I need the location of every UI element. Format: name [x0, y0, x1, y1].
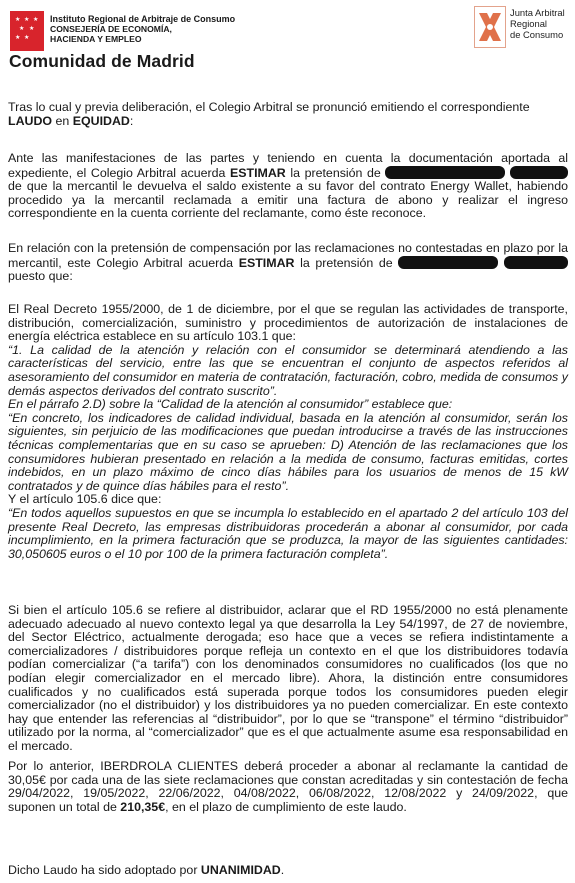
p3-text-c: puesto que: — [8, 269, 73, 284]
p1-colon: : — [129, 113, 134, 128]
estimar-label-1: ESTIMAR — [230, 165, 286, 180]
p2-text-b: la pretensión de — [285, 165, 381, 180]
rd-quote-3: “En todos aquellos supuestos en que se incumpla lo establecido en el apartado 2 del artículo 103 del presente Real Decreto, las empresas distribuidoras procederán a abonar al consumidor, por cada incumplimiento, en la primera facturación que se produzca, la mayor de las siguientes cantidades: 30,050605 euros o el 10 por 100 de la primera facturación completa”. — [8, 505, 568, 561]
paragraph-iberdrola — [8, 760, 568, 814]
junta-line3: de Consumo — [510, 29, 564, 40]
p1-text: Tras lo cual y previa deliberación, el Colegio Arbitral se pronunció emitiendo el correspondiente — [8, 100, 530, 114]
unanimidad-label: UNANIMIDAD — [200, 863, 281, 877]
org-line1: Instituto Regional de Arbitraje de Consumo — [50, 14, 236, 24]
redacted-name-1 — [385, 166, 505, 179]
paragraph-laudo — [8, 101, 568, 128]
institute-name — [50, 14, 235, 44]
total-amount: 210,35€ — [120, 799, 166, 814]
junta-line2: Regional — [510, 18, 548, 29]
rd-quote-2: “En concreto, los indicadores de calidad individual, basada en la atención al consumidor, serán los siguientes, sin perjuicio de las modificaciones que puedan introducirse a través de las instrucciones técnicas complementarias que en su caso se aprueben: D) Atención de las reclamaciones que los consumidores hubieran presentado en relación a la medida de consumo, facturas emitidas, cortes indebidos, en un plazo máximo de cinco días hábiles para los usuarios de menos de 15 kW contratados y de quince días hábiles para el resto”. — [8, 410, 568, 493]
rd-intro: El Real Decreto 1955/2000, de 1 de diciembre, por el que se regulan las actividades de transporte, distribución, comercialización, suministro y procedimientos de autorización de instalaciones de energía eléctrica establece en su artículo 103.1 que: — [8, 302, 568, 344]
junta-line1: Junta Arbitral — [510, 7, 565, 18]
equidad-label: EQUIDAD — [72, 113, 130, 128]
community-title: Comunidad de Madrid — [9, 51, 195, 71]
rd-quote-1: “1. La calidad de la atención y relación con el consumidor se determinará atendiendo a las características del servicio, entre las que se encuentran el conjunto de aspectos referidos al asesoramiento del consumidor en materia de contratación, facturación, cobro, medida de consumos y demás aspectos derivados del contrato suscrito”. — [8, 342, 568, 398]
org-line2: CONSEJERÍA DE ECONOMÍA, — [50, 24, 172, 34]
rd-paragraph-2d: En el párrafo 2.D) sobre la “Calidad de la atención al consumidor” establece que: — [8, 397, 453, 412]
madrid-flag-logo: ★ ★ ★ ★ ★ ★ ★ — [10, 11, 44, 51]
p7-text-a: Dicho Laudo ha sido adoptado por — [8, 863, 201, 877]
p3-text-a: En relación con la pretensión de compensación por las reclamaciones no contestadas en plazo por la mercantil, este Colegio Arbitral acuerda — [8, 241, 568, 270]
paragraph-real-decreto — [8, 303, 568, 561]
laudo-label: LAUDO — [8, 113, 53, 128]
junta-arbitral-logo — [474, 6, 506, 48]
redacted-name-2 — [398, 256, 498, 269]
paragraph-estimar-1 — [8, 152, 568, 221]
redacted-name-2b — [504, 256, 568, 269]
org-line3: HACIENDA Y EMPLEO — [50, 34, 142, 44]
p1-en: en — [52, 113, 73, 128]
p3-text-b: la pretensión de — [294, 255, 393, 270]
p2-text-a: Ante las manifestaciones de las partes y teniendo en cuenta la documentación aportada al expediente, el Colegio Arbitral acuerda — [8, 151, 568, 180]
paragraph-distribuidor — [8, 604, 568, 754]
rd-article-105: Y el artículo 105.6 dice que: — [8, 492, 162, 507]
p6-text-a: Por lo anterior, IBERDROLA CLIENTES deberá proceder a abonar al reclamante la cantidad de 30,05€ por cada una de las siete reclamaciones que constan acreditadas y sin contestación de fecha 29/04/2022, 19/05/2022, 22/06/2022, 04/08/2022, 06/08/2022, 12/08/2022 y 24/09/2022, que suponen un total de — [8, 759, 568, 814]
p7-text-b: . — [280, 863, 285, 877]
redacted-name-1b — [510, 166, 568, 179]
p6-text-b: , en el plazo de cumplimiento de este laudo. — [165, 799, 407, 814]
p2-text-c: de que la mercantil le devuelva el saldo existente a su favor del contrato Energy Wallet, habiendo procedido ya la mercantil reclamada a emitir una factura de abono y realizar el ingreso correspondiente en la cuenta corriente del reclamante, como éste reconoce. — [8, 179, 568, 221]
p5-text: Si bien el artículo 105.6 se refiere al distribuidor, aclarar que el RD 1955/2000 no está plenamente adecuado adecuado al nuevo contexto legal ya que desarrolla la Ley 54/1997, de 27 de noviembre, del Sector Eléctrico, actualmente derogada; eso hace que a veces se refiera indistintamente a comercializadores / distribuidores porque refleja un contexto en el que los distribuidores todavía podían comercializar (“a tarifa”) con los denominados consumidores no cualificados (los que no podían elegir comercializador en el mercado libre). Ahora, la distinción entre consumidores cualificados y no cualificados está superada porque todos los consumidores pueden elegir comercializador (no el distribuidor) y los distribuidores ya no pueden comercializar. En este contexto hay que entender las referencias al “distribuidor”, por lo que se “transpone” el término “distribuidor” utilizado por la norma, al “comercializador” que es el que actualmente asume esa responsabilidad en el mercado. — [8, 603, 568, 753]
paragraph-estimar-2 — [8, 242, 568, 284]
estimar-label-2: ESTIMAR — [238, 255, 295, 270]
junta-arbitral-name — [510, 7, 565, 40]
paragraph-unanimidad — [8, 864, 568, 878]
